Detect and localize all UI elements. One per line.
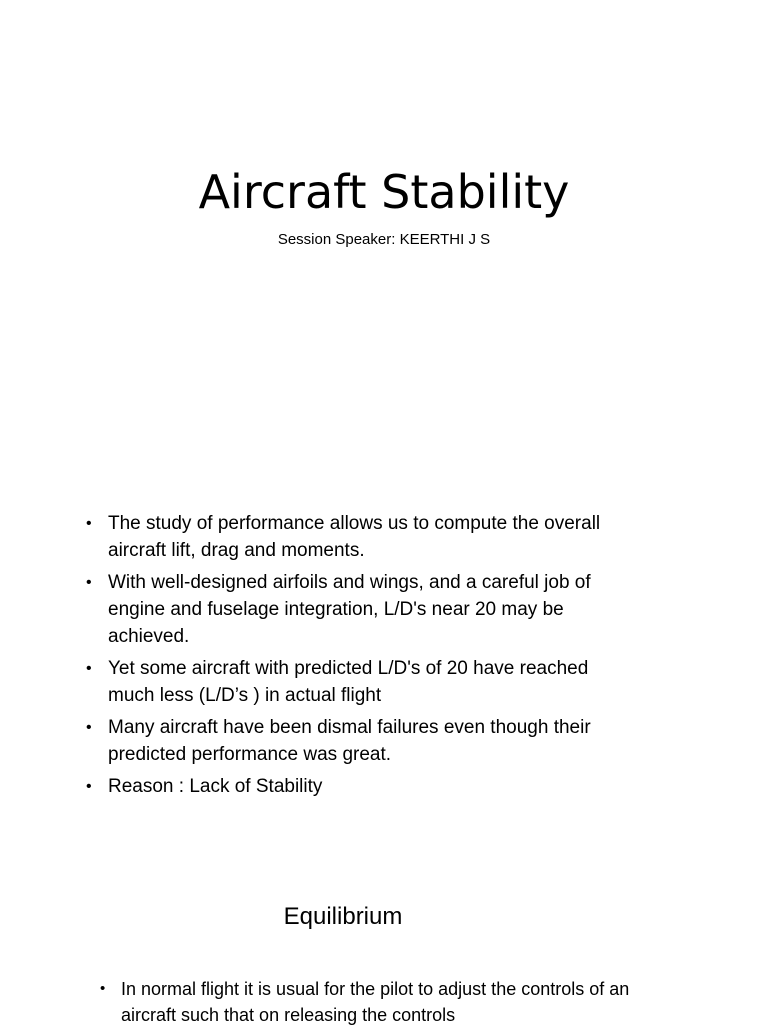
session-speaker: Session Speaker: KEERTHI J S — [277, 231, 491, 248]
presentation-title: Aircraft Stability — [198, 165, 570, 219]
bullet-item — [80, 714, 620, 768]
bullet-text: Many aircraft have been dismal failures even though their predicted performance was great. — [108, 717, 591, 765]
bullet-icon: • — [100, 980, 106, 997]
bullet-icon: • — [86, 515, 92, 532]
bullet-item — [80, 569, 620, 650]
title-slide — [0, 0, 768, 384]
bullet-icon: • — [86, 574, 92, 591]
bullet-icon: • — [86, 660, 92, 677]
bullet-item — [80, 510, 620, 564]
bullet-icon: • — [86, 719, 92, 736]
equilibrium-bullet-list — [94, 976, 634, 1028]
bullet-icon: • — [86, 778, 92, 795]
equilibrium-heading: Equilibrium — [283, 903, 403, 930]
bullet-text: Reason : Lack of Stability — [108, 776, 323, 797]
bullet-item — [80, 773, 620, 800]
bullet-text: Yet some aircraft with predicted L/D's of 20 have reached much less (L/D’s ) in actual flight — [108, 658, 589, 706]
content-bullet-list — [80, 510, 620, 805]
bullet-item — [94, 976, 634, 1028]
equilibrium-slide — [0, 880, 768, 1024]
bullet-item — [80, 655, 620, 709]
bullet-text: In normal flight it is usual for the pilot to adjust the controls of an aircraft such that on releasing the controls — [121, 979, 630, 1025]
bullet-text: The study of performance allows us to compute the overall aircraft lift, drag and moments. — [108, 513, 601, 561]
bullet-text: With well-designed airfoils and wings, and a careful job of engine and fuselage integration, L/D's near 20 may be achieved. — [108, 572, 591, 647]
content-slide — [0, 470, 768, 870]
